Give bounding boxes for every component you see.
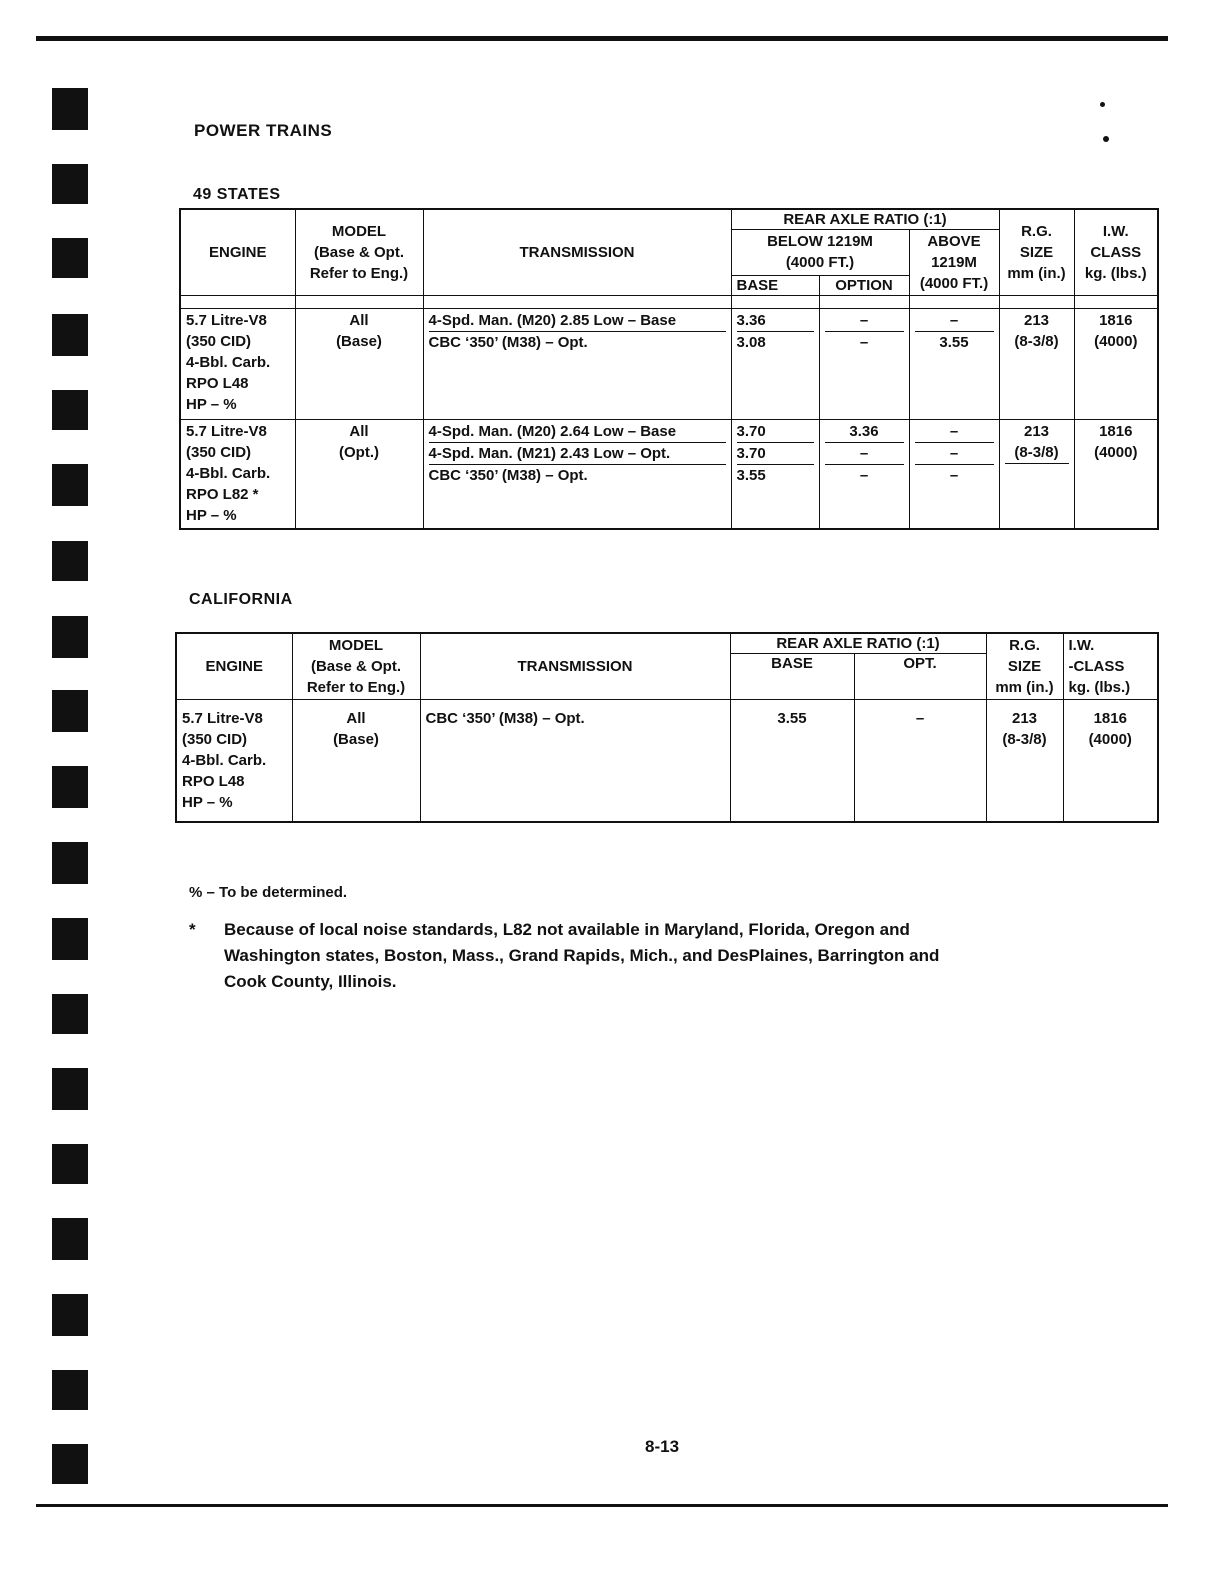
binder-punch-mark <box>52 918 88 960</box>
binder-punch-mark <box>52 541 88 581</box>
footnote-percent: % – To be determined. <box>189 884 348 901</box>
page-number: 8-13 <box>645 1437 680 1456</box>
iw-class-cell: 1816 (4000) <box>1074 420 1158 530</box>
binder-punch-mark <box>52 994 88 1034</box>
footnote-asterisk-text: Because of local noise standards, L82 not available in Maryland, Florida, Oregon and Washington states, Boston, Mass., Grand Rapids, Mich., and DesPlaines, Barrington and Cook County, Illinois. <box>224 920 940 991</box>
rg-size-cell: 213 (8-3/8) <box>999 309 1074 420</box>
base-ratio-cell: 3.55 <box>730 700 854 823</box>
above-ratio-cell: – 3.55 <box>909 309 999 420</box>
binder-punch-mark <box>52 164 88 204</box>
scan-speck <box>1100 102 1105 107</box>
binder-punch-mark <box>52 1444 88 1484</box>
option-ratio-cell: – – <box>819 309 909 420</box>
below-altitude-header: BELOW 1219M (4000 FT.) <box>731 230 909 276</box>
binder-punch-mark <box>52 1294 88 1336</box>
engine-header: ENGINE <box>180 209 295 296</box>
page-title: POWER TRAINS <box>194 121 333 140</box>
states-powertrain-table <box>179 208 1159 530</box>
states-section-label: 49 STATES <box>193 186 281 203</box>
option-ratio-cell: 3.36 – – <box>819 420 909 530</box>
transmission-cell: 4-Spd. Man. (M20) 2.85 Low – Base CBC ‘350’ (M38) – Opt. <box>423 309 731 420</box>
model-cell: All (Opt.) <box>295 420 423 530</box>
rg-size-header: R.G. SIZE mm (in.) <box>999 209 1074 296</box>
spacer-row <box>180 296 1158 309</box>
engine-cell: 5.7 Litre-V8 (350 CID) 4-Bbl. Carb. RPO L82 * HP – % <box>180 420 295 530</box>
binder-punch-mark <box>52 1068 88 1110</box>
top-rule <box>36 36 1168 41</box>
opt-ratio-cell: – <box>854 700 986 823</box>
engine-header: ENGINE <box>176 633 292 700</box>
binder-punch-mark <box>52 314 88 356</box>
binder-punch-mark <box>52 464 88 506</box>
engine-cell: 5.7 Litre-V8 (350 CID) 4-Bbl. Carb. RPO L48 HP – % <box>180 309 295 420</box>
rear-axle-header: REAR AXLE RATIO (:1) <box>731 209 999 230</box>
binder-punch-mark <box>52 390 88 430</box>
model-cell: All (Base) <box>295 309 423 420</box>
scan-speck <box>1103 136 1109 142</box>
bottom-rule <box>36 1504 1168 1507</box>
binder-punch-mark <box>52 88 88 130</box>
asterisk-mark: * <box>189 920 196 939</box>
rg-size-cell: 213 (8-3/8) <box>986 700 1063 823</box>
model-header: MODEL (Base & Opt. Refer to Eng.) <box>295 209 423 296</box>
binder-punch-mark <box>52 766 88 808</box>
base-ratio-cell: 3.70 3.70 3.55 <box>731 420 819 530</box>
california-powertrain-table <box>175 632 1159 823</box>
footnote-asterisk <box>189 917 979 995</box>
rg-size-cell: 213 (8-3/8) <box>999 420 1074 530</box>
iw-class-header: I.W. CLASS kg. (lbs.) <box>1074 209 1158 296</box>
table-row <box>180 420 1158 530</box>
california-section-label: CALIFORNIA <box>189 591 293 608</box>
iw-class-cell: 1816 (4000) <box>1063 700 1158 823</box>
base-header: BASE <box>731 275 819 295</box>
table-row <box>180 309 1158 420</box>
header-row <box>176 633 1158 654</box>
transmission-cell: 4-Spd. Man. (M20) 2.64 Low – Base 4-Spd. Man. (M21) 2.43 Low – Opt. CBC ‘350’ (M38) – Opt. <box>423 420 731 530</box>
engine-cell: 5.7 Litre-V8 (350 CID) 4-Bbl. Carb. RPO L48 HP – % <box>176 700 292 823</box>
binder-punch-mark <box>52 238 88 278</box>
base-ratio-cell: 3.36 3.08 <box>731 309 819 420</box>
above-ratio-cell: – – – <box>909 420 999 530</box>
opt-header: OPT. <box>854 654 986 700</box>
transmission-header: TRANSMISSION <box>423 209 731 296</box>
model-header: MODEL (Base & Opt. Refer to Eng.) <box>292 633 420 700</box>
transmission-cell: CBC ‘350’ (M38) – Opt. <box>420 700 730 823</box>
above-altitude-header: ABOVE 1219M (4000 FT.) <box>909 230 999 296</box>
rg-size-header: R.G. SIZE mm (in.) <box>986 633 1063 700</box>
iw-class-cell: 1816 (4000) <box>1074 309 1158 420</box>
header-row <box>180 209 1158 230</box>
binder-punch-mark <box>52 1218 88 1260</box>
model-cell: All (Base) <box>292 700 420 823</box>
option-header: OPTION <box>819 275 909 295</box>
table-row <box>176 700 1158 823</box>
base-header: BASE <box>730 654 854 700</box>
rear-axle-header: REAR AXLE RATIO (:1) <box>730 633 986 654</box>
binder-punch-mark <box>52 690 88 732</box>
iw-class-header: I.W. -CLASS kg. (lbs.) <box>1063 633 1158 700</box>
binder-punch-mark <box>52 616 88 658</box>
binder-punch-mark <box>52 842 88 884</box>
binder-punch-mark <box>52 1144 88 1184</box>
transmission-header: TRANSMISSION <box>420 633 730 700</box>
binder-punch-mark <box>52 1370 88 1410</box>
